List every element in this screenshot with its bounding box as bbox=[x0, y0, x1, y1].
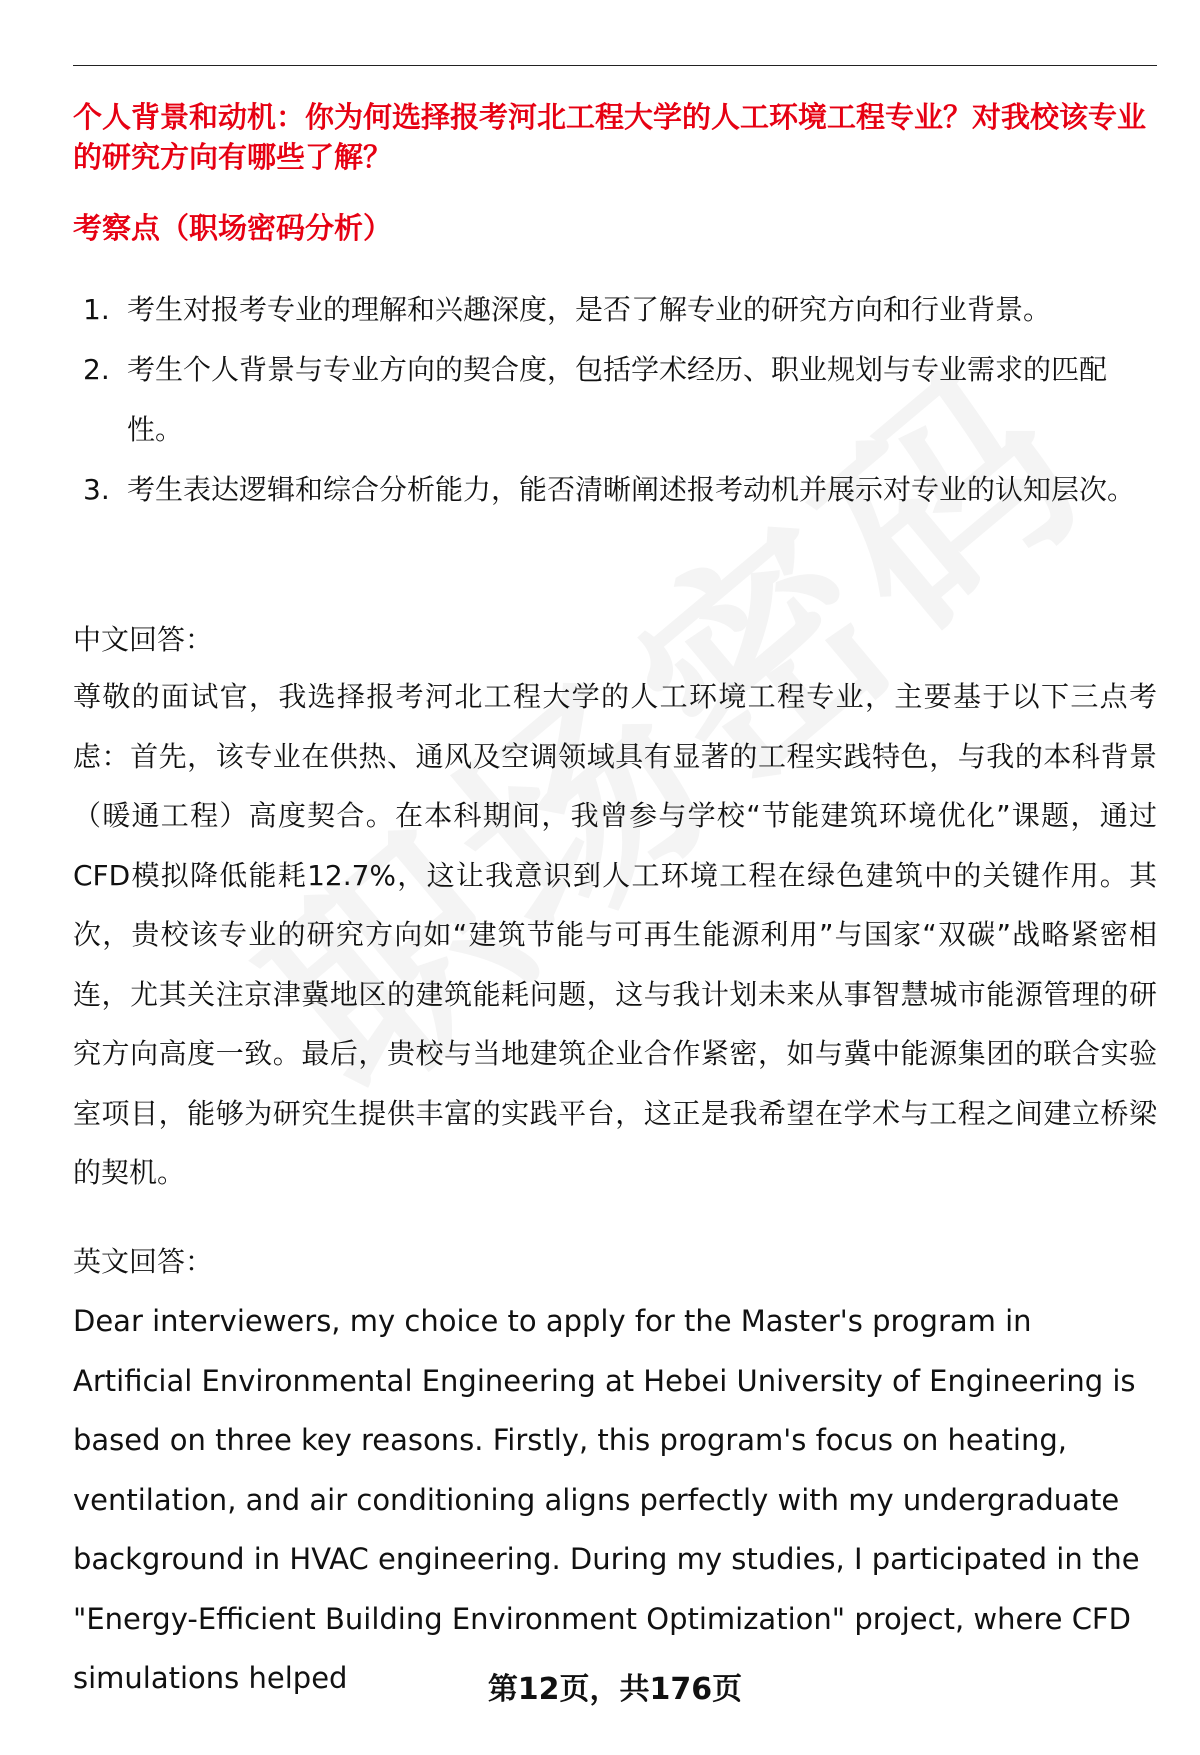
focus-point-number: 2. bbox=[83, 353, 110, 386]
english-answer-label: 英文回答： bbox=[73, 1245, 214, 1278]
document-page bbox=[73, 0, 1157, 1755]
focus-heading: 考察点（职场密码分析） bbox=[73, 211, 393, 245]
focus-point bbox=[73, 340, 1157, 460]
focus-point-text: 考生表达逻辑和综合分析能力，能否清晰阐述报考动机并展示对专业的认知层次。 bbox=[127, 473, 1136, 506]
chinese-answer-label: 中文回答： bbox=[73, 623, 214, 656]
page-number: 第12页，共176页 bbox=[487, 1672, 743, 1707]
focus-point-number: 1. bbox=[83, 293, 110, 326]
chinese-answer-text: 尊敬的面试官，我选择报考河北工程大学的人工环境工程专业，主要基于以下三点考虑：首先，该专业在供热、通风及空调领域具有显著的工程实践特色，与我的本科背景（暖通工程）高度契合。在本科期间，我曾参与学校“节能建筑环境优化”课题，通过CFD模拟降低能耗12.7%，这让我意识到人工环境工程在绿色建筑中的关键作用。其次，贵校该专业的研究方向如“建筑节能与可再生能源利用”与国家“双碳”战略紧密相连，尤其关注京津冀地区的建筑能耗问题，这与我计划未来从事智慧城市能源管理的研究方向高度一致。最后，贵校与当地建筑企业合作紧密，如与冀中能源集团的联合实验室项目，能够为研究生提供丰富的实践平台，这正是我希望在学术与工程之间建立桥梁的契机。 bbox=[73, 680, 1157, 1189]
question-heading: 个人背景和动机：你为何选择报考河北工程大学的人工环境工程专业？对我校该专业的研究方向有哪些了解？ bbox=[73, 100, 1147, 174]
header-divider bbox=[73, 65, 1157, 66]
focus-point bbox=[73, 280, 1157, 340]
focus-point-text: 考生个人背景与专业方向的契合度，包括学术经历、职业规划与专业需求的匹配性。 bbox=[127, 353, 1108, 446]
focus-points-list bbox=[73, 280, 1157, 520]
focus-point bbox=[73, 460, 1157, 520]
focus-point-text: 考生对报考专业的理解和兴趣深度，是否了解专业的研究方向和行业背景。 bbox=[127, 293, 1052, 326]
english-answer-text: Dear interviewers, my choice to apply for the Master's program in Artificial Environmental Engineering at Hebei University of Engineering is based on three key reasons. Firstly, this program's focus on heating, ventilation, and air conditioning aligns perfectly with my undergraduate background in HVAC engineering. During my studies, I participated in the "Energy-Efficient Building Environment Optimization" project, where CFD simulations helped bbox=[73, 1304, 1140, 1695]
focus-point-number: 3. bbox=[83, 473, 110, 506]
